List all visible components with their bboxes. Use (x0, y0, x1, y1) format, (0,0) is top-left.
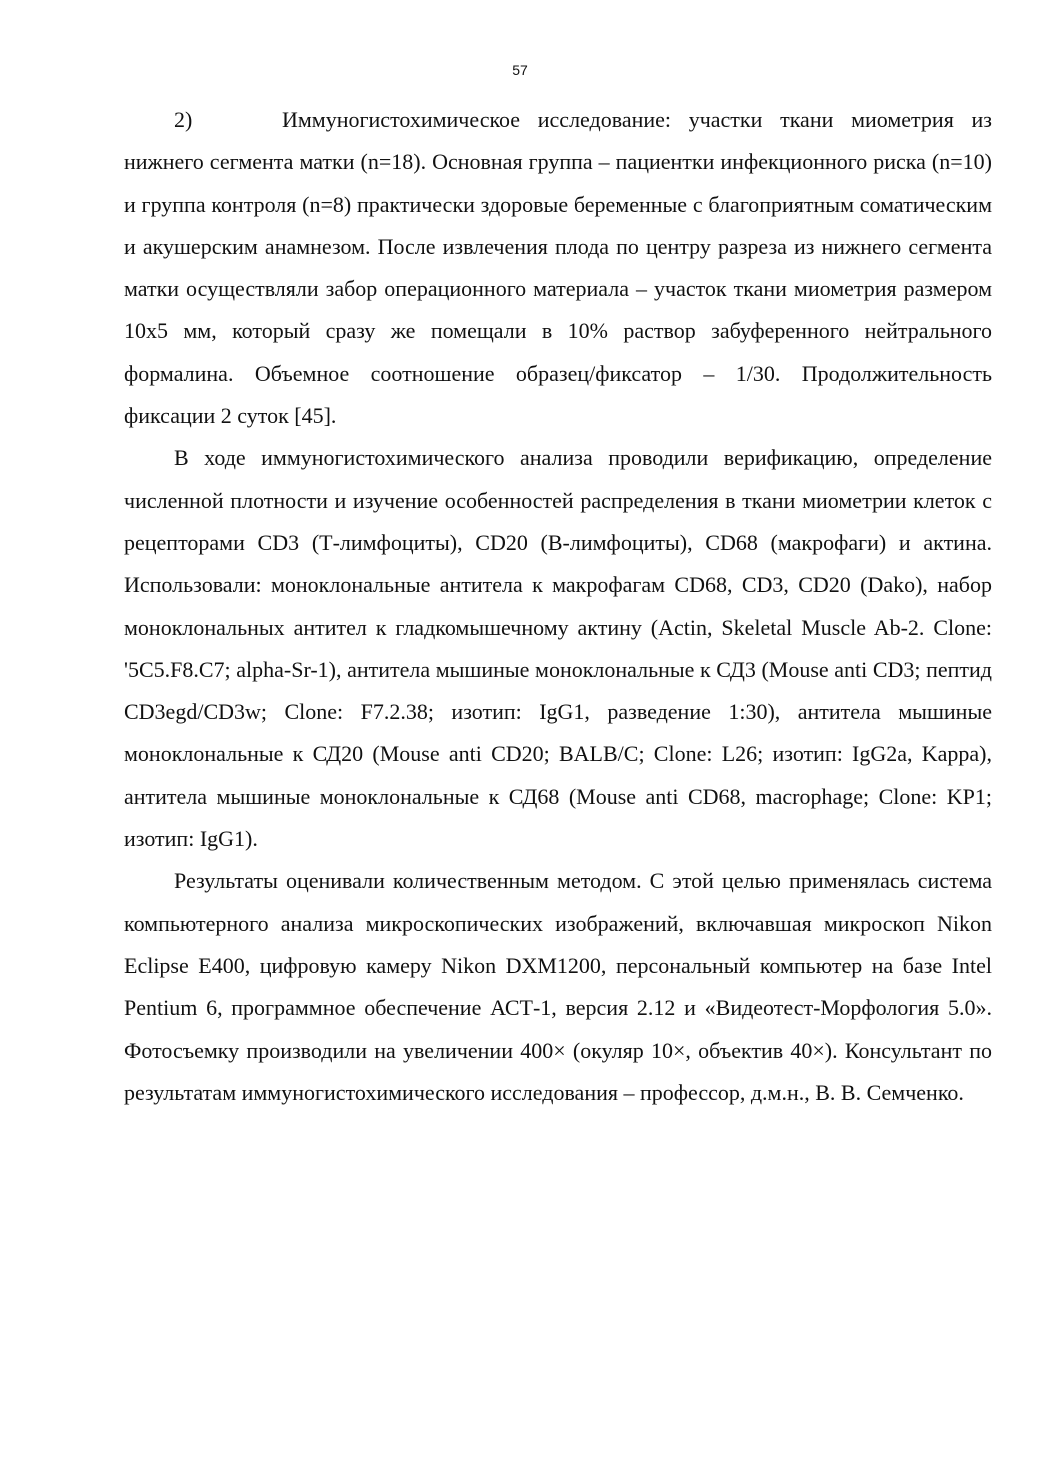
list-marker: 2) (174, 107, 193, 132)
paragraph-2: В ходе иммуногистохимического анализа проводили верификацию, определение численной плотности и изучение особенностей распределения в ткани миометрии клеток с рецепторами CD3 (Т-лимфоциты), CD20 (В-лимфоциты), CD68 (макрофаги) и актина. Использовали: моноклональные антитела к макрофагам CD68, CD3, CD20 (Dako), набор моноклональных антител к гладкомышечному актину (Actin, Skeletal Muscle Ab-2. Clone: '5C5.F8.C7; alpha-Sr-1), антитела мышиные моноклональные к СД3 (Mouse anti CD3; пептид CD3egd/CD3w; Clone: F7.2.38; изотип: IgG1, разведение 1:30), антитела мышиные моноклональные к СД20 (Mouse anti CD20; BALB/C; Clone: L26; изотип: IgG2a, Kappa), антитела мышиные моноклональные к СД68 (Mouse anti CD68, macrophage; Clone: KP1; изотип: IgG1). (124, 445, 992, 852)
paragraph-1-text: Иммуногистохимическое исследование: участки ткани миометрия из нижнего сегмента матки (n=18). Основная группа – пациентки инфекционного риска (n=10) и группа контроля (n=8) практически здоровые беременные с благоприятным соматическим и акушерским анамнезом. После извлечения плода по центру разреза из нижнего сегмента матки осуществляли забор операционного материала – участок ткани миометрия размером 10х5 мм, который сразу же помещали в 10% раствор забуференного нейтрального формалина. Объемное соотношение образец/фиксатор – 1/30. Продолжительность фиксации 2 суток [45]. (124, 107, 992, 429)
paragraph-1 (124, 99, 992, 437)
paragraph-3: Результаты оценивали количественным методом. С этой целью применялась система компьютерного анализа микроскопических изображений, включавшая микроскоп Nikon Eclipse E400, цифровую камеру Nikon DXM1200, персональный компьютер на базе Intel Pentium 6, программное обеспечение АСТ-1, версия 2.12 и «Видеотест-Морфология 5.0». Фотосъемку производили на увеличении 400× (окуляр 10×, объектив 40×). Консультант по результатам иммуногистохимического исследования – профессор, д.м.н., В. В. Семченко. (124, 868, 992, 1105)
page-number: 57 (512, 62, 528, 78)
document-body (124, 99, 992, 1114)
